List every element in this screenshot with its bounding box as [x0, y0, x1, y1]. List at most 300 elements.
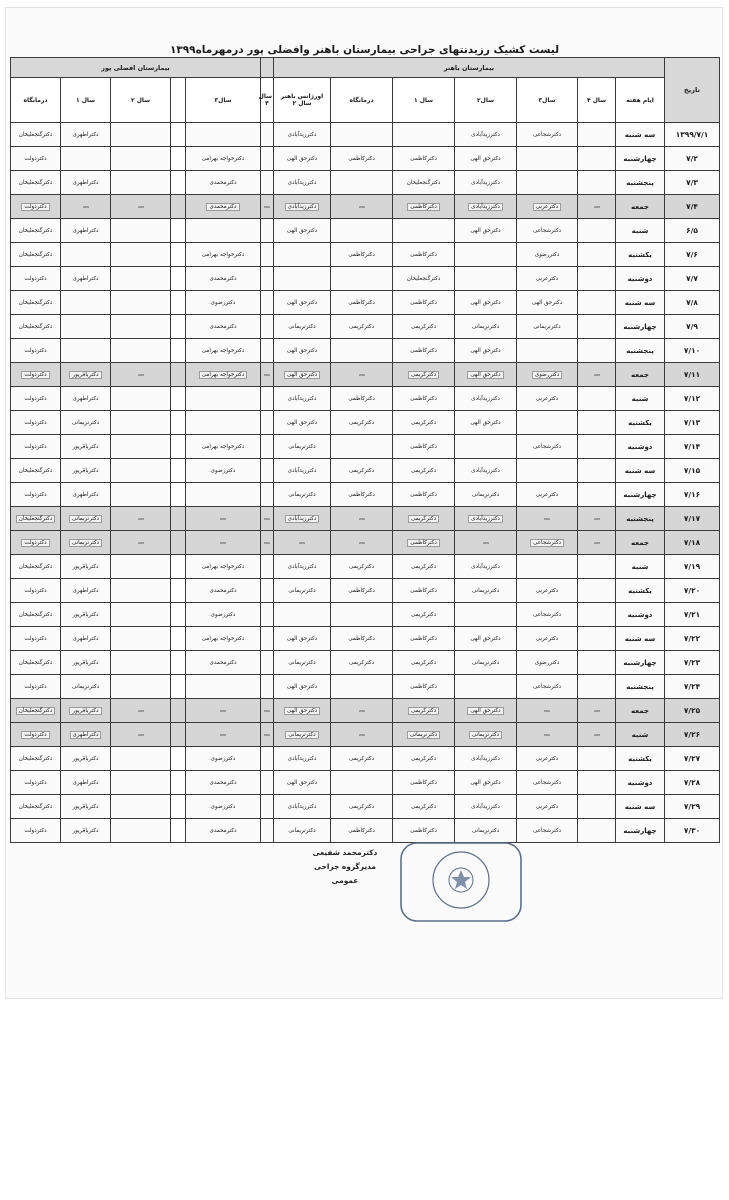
- cell-day: دوشنبه: [616, 771, 665, 795]
- cell-afzal-year3: [186, 747, 261, 771]
- cell-date: ۷/۲۵: [665, 699, 720, 723]
- cell-bahonar-year4: [578, 507, 616, 531]
- cell-afzal-year4: [261, 435, 274, 459]
- cell-bahonar-clinic: [331, 243, 393, 267]
- cell-date: ۷/۲۳: [665, 651, 720, 675]
- cell-afzal-year3: [186, 699, 261, 723]
- cell-date: ۷/۸: [665, 291, 720, 315]
- cell-afzal-year4: [261, 243, 274, 267]
- table-row: [11, 171, 720, 195]
- cell-afzal-year3: [186, 435, 261, 459]
- resident-name: دکترباقرپور: [72, 755, 99, 762]
- cell-bahonar-year1: [393, 291, 455, 315]
- cell-bahonar-year4: [578, 531, 616, 555]
- cell-bahonar-year1: [393, 627, 455, 651]
- signature-name: دکترمحمد شفیعی: [312, 848, 378, 857]
- cell-afzal-year4: [261, 531, 274, 555]
- table-row: [11, 315, 720, 339]
- resident-name: دکترگنجعلیخان: [18, 755, 53, 762]
- cell-day: پنجشنبه: [616, 171, 665, 195]
- resident-name: دکتردولت: [24, 395, 47, 402]
- resident-name: دکترعربی: [535, 275, 559, 282]
- resident-name: دکترمحمدی: [209, 323, 237, 330]
- resident-name: دکترزیدآبادی: [471, 179, 500, 186]
- resident-name: دکترباقرپور: [72, 827, 99, 834]
- cell-afzal-year2: [111, 507, 171, 531]
- cell-bahonar-year2: [455, 771, 517, 795]
- cell-bahonar-emergency: [274, 195, 331, 219]
- cell-afzal-year3: [186, 363, 261, 387]
- cell-afzal-year1: [61, 267, 111, 291]
- resident-name: دکترخواجه بهرامی: [201, 155, 245, 162]
- resident-name: دکترنریمانی: [288, 827, 316, 834]
- cell-bahonar-year3: [517, 459, 578, 483]
- cell-bahonar-year4: [578, 315, 616, 339]
- cell-bahonar-year2: [455, 243, 517, 267]
- resident-name: دکترزیدآبادی: [287, 803, 317, 810]
- cell-bahonar-emergency: [274, 387, 331, 411]
- cell-date: ۷/۲۰: [665, 579, 720, 603]
- cell-day: پنجشنبه: [616, 675, 665, 699]
- resident-name: دکتردولت: [21, 371, 49, 379]
- resident-name: دکترکریمی: [408, 371, 439, 379]
- cell-afzal-year3: [186, 243, 261, 267]
- table-row: [11, 723, 720, 747]
- cell-bahonar-year1: [393, 483, 455, 507]
- cell-date: ۷/۱۷: [665, 507, 720, 531]
- cell-bahonar-year4: [578, 291, 616, 315]
- cell-afzal-year4: [261, 651, 274, 675]
- cell-bahonar-emergency: [274, 651, 331, 675]
- resident-name: دکترکاظمی: [348, 155, 375, 162]
- resident-name: دکترباقرپور: [72, 611, 99, 618]
- cell-afzal-year1: [61, 747, 111, 771]
- cell-bahonar-clinic: [331, 411, 393, 435]
- cell-date: ۷/۳: [665, 171, 720, 195]
- resident-name: [220, 710, 226, 712]
- cell-afzal-year1: [61, 411, 111, 435]
- cell-date: ۷/۱۴: [665, 435, 720, 459]
- cell-gap: [171, 651, 186, 675]
- cell-gap: [171, 723, 186, 747]
- cell-bahonar-year2: [455, 459, 517, 483]
- cell-afzal-year2: [111, 651, 171, 675]
- resident-name: دکترمحمدی: [209, 827, 237, 834]
- resident-name: [264, 542, 270, 544]
- resident-name: [594, 710, 600, 712]
- resident-name: دکترکاظمی: [410, 299, 437, 306]
- cell-bahonar-year4: [578, 267, 616, 291]
- cell-bahonar-year2: [455, 411, 517, 435]
- cell-gap: [171, 675, 186, 699]
- cell-afzal-year1: [61, 579, 111, 603]
- cell-afzal-year1: [61, 627, 111, 651]
- header-gap: [261, 58, 274, 78]
- cell-bahonar-emergency: [274, 771, 331, 795]
- cell-bahonar-clinic: [331, 459, 393, 483]
- cell-bahonar-year4: [578, 603, 616, 627]
- cell-bahonar-clinic: [331, 579, 393, 603]
- cell-afzal-clinic: [11, 795, 61, 819]
- resident-name: دکترگنجعلیخان: [18, 323, 53, 330]
- cell-gap: [171, 315, 186, 339]
- cell-bahonar-clinic: [331, 723, 393, 747]
- cell-bahonar-year3: [517, 627, 578, 651]
- cell-gap: [171, 291, 186, 315]
- cell-bahonar-emergency: [274, 459, 331, 483]
- cell-bahonar-year3: [517, 819, 578, 843]
- cell-date: ۷/۴: [665, 195, 720, 219]
- cell-day: سه شنبه: [616, 123, 665, 147]
- resident-name: دکترنریمانی: [69, 539, 102, 547]
- cell-afzal-year1: [61, 219, 111, 243]
- cell-bahonar-year4: [578, 195, 616, 219]
- table-row: [11, 147, 720, 171]
- table-row: [11, 651, 720, 675]
- resident-name: دکترکریمی: [410, 755, 437, 762]
- cell-afzal-year1: [61, 531, 111, 555]
- resident-name: دکترگنجعلیخان: [18, 611, 53, 618]
- cell-afzal-clinic: [11, 771, 61, 795]
- cell-bahonar-year2: [455, 363, 517, 387]
- cell-afzal-year2: [111, 555, 171, 579]
- cell-bahonar-year4: [578, 243, 616, 267]
- cell-day: یکشنبه: [616, 579, 665, 603]
- cell-gap: [171, 699, 186, 723]
- resident-name: دکترگنجعلیخان: [18, 803, 53, 810]
- cell-bahonar-year1: [393, 675, 455, 699]
- cell-afzal-year4: [261, 219, 274, 243]
- cell-bahonar-year3: [517, 531, 578, 555]
- cell-bahonar-year2: [455, 291, 517, 315]
- cell-afzal-year4: [261, 723, 274, 747]
- resident-name: دکترباقرپور: [72, 467, 99, 474]
- cell-gap: [171, 579, 186, 603]
- cell-gap: [171, 747, 186, 771]
- resident-name: دکترکاظمی: [410, 779, 437, 786]
- cell-day: پنجشنبه: [616, 507, 665, 531]
- cell-bahonar-year2: [455, 699, 517, 723]
- cell-date: ۷/۱۰: [665, 339, 720, 363]
- cell-bahonar-clinic: [331, 147, 393, 171]
- cell-bahonar-year2: [455, 747, 517, 771]
- resident-name: دکترکاظمی: [348, 827, 375, 834]
- cell-bahonar-year1: [393, 723, 455, 747]
- cell-date: ۱۳۹۹/۷/۱: [665, 123, 720, 147]
- cell-afzal-year1: [61, 555, 111, 579]
- cell-afzal-clinic: [11, 315, 61, 339]
- resident-name: دکترشجاعی: [533, 611, 561, 618]
- resident-name: دکترکریمی: [410, 611, 437, 618]
- cell-bahonar-year3: [517, 723, 578, 747]
- resident-name: دکتردولت: [24, 635, 47, 642]
- resident-name: دکترزیدآبادی: [471, 563, 500, 570]
- resident-name: [544, 734, 550, 736]
- table-row: [11, 483, 720, 507]
- table-row: [11, 291, 720, 315]
- resident-name: [138, 518, 144, 520]
- cell-afzal-year2: [111, 171, 171, 195]
- table-row: [11, 339, 720, 363]
- cell-bahonar-emergency: [274, 723, 331, 747]
- cell-day: جمعه: [616, 531, 665, 555]
- cell-afzal-year3: [186, 291, 261, 315]
- resident-name: دکترباقرپور: [72, 803, 99, 810]
- resident-name: دکترحق الهی: [470, 155, 501, 162]
- cell-afzal-year3: [186, 483, 261, 507]
- cell-afzal-year3: [186, 603, 261, 627]
- cell-afzal-year1: [61, 147, 111, 171]
- resident-name: دکتردولت: [24, 491, 47, 498]
- cell-date: ۷/۱۹: [665, 555, 720, 579]
- resident-name: دکترزیدآبادی: [285, 515, 320, 523]
- cell-bahonar-year1: [393, 147, 455, 171]
- cell-afzal-year4: [261, 339, 274, 363]
- cell-bahonar-emergency: [274, 219, 331, 243]
- cell-afzal-year2: [111, 435, 171, 459]
- resident-name: دکترعربی: [535, 803, 559, 810]
- resident-name: دکترکریمی: [348, 659, 375, 666]
- cell-afzal-clinic: [11, 651, 61, 675]
- resident-name: دکترگنجعلیخان: [18, 299, 53, 306]
- cell-afzal-year4: [261, 603, 274, 627]
- resident-name: دکترکاظمی: [348, 299, 375, 306]
- resident-name: دکتردولت: [24, 827, 47, 834]
- cell-date: ۷/۲۹: [665, 795, 720, 819]
- cell-bahonar-year2: [455, 195, 517, 219]
- cell-bahonar-clinic: [331, 123, 393, 147]
- table-row: [11, 387, 720, 411]
- cell-afzal-year4: [261, 267, 274, 291]
- resident-name: [220, 542, 226, 544]
- resident-name: دکترمحمدی: [206, 203, 239, 211]
- resident-name: دکترکاظمی: [410, 491, 437, 498]
- cell-date: ۷/۲۲: [665, 627, 720, 651]
- cell-afzal-year3: [186, 723, 261, 747]
- cell-afzal-year3: [186, 219, 261, 243]
- resident-name: [594, 206, 600, 208]
- cell-afzal-year1: [61, 459, 111, 483]
- table-row: [11, 627, 720, 651]
- cell-bahonar-year3: [517, 795, 578, 819]
- cell-bahonar-emergency: [274, 363, 331, 387]
- cell-bahonar-emergency: [274, 291, 331, 315]
- resident-name: دکتردولت: [24, 683, 47, 690]
- cell-bahonar-emergency: [274, 819, 331, 843]
- cell-afzal-clinic: [11, 243, 61, 267]
- resident-name: دکترباقرپور: [69, 707, 101, 715]
- resident-name: دکترخواجه بهرامی: [201, 635, 245, 642]
- cell-bahonar-year4: [578, 483, 616, 507]
- resident-name: دکتردولت: [24, 419, 47, 426]
- cell-bahonar-clinic: [331, 507, 393, 531]
- cell-bahonar-year4: [578, 219, 616, 243]
- cell-afzal-year4: [261, 675, 274, 699]
- cell-bahonar-year3: [517, 243, 578, 267]
- cell-bahonar-year4: [578, 771, 616, 795]
- cell-day: یکشنبه: [616, 243, 665, 267]
- cell-gap: [171, 507, 186, 531]
- cell-bahonar-year4: [578, 747, 616, 771]
- cell-day: چهارشنبه: [616, 483, 665, 507]
- resident-name: دکتررضوی: [210, 755, 236, 762]
- cell-afzal-clinic: [11, 171, 61, 195]
- cell-bahonar-year2: [455, 219, 517, 243]
- cell-bahonar-year3: [517, 123, 578, 147]
- header-afzal-year2: سال ۲: [111, 78, 171, 123]
- resident-name: دکترکریمی: [348, 563, 375, 570]
- resident-name: دکتردولت: [24, 155, 47, 162]
- cell-afzal-year1: [61, 123, 111, 147]
- cell-bahonar-year2: [455, 627, 517, 651]
- cell-afzal-year2: [111, 339, 171, 363]
- cell-bahonar-year1: [393, 195, 455, 219]
- cell-day: دوشنبه: [616, 267, 665, 291]
- resident-name: [544, 518, 550, 520]
- resident-name: دکترشجاعی: [530, 539, 564, 547]
- cell-afzal-clinic: [11, 747, 61, 771]
- cell-afzal-year2: [111, 243, 171, 267]
- cell-bahonar-emergency: [274, 243, 331, 267]
- cell-afzal-year4: [261, 819, 274, 843]
- shift-roster-table: [10, 57, 720, 843]
- resident-name: [594, 374, 600, 376]
- resident-name: دکترحق الهی: [467, 371, 503, 379]
- resident-name: [264, 374, 270, 376]
- resident-name: دکترگنجعلیخان: [18, 659, 53, 666]
- resident-name: [264, 734, 270, 736]
- resident-name: دکترنریمانی: [71, 683, 100, 690]
- cell-afzal-year3: [186, 387, 261, 411]
- cell-bahonar-year2: [455, 603, 517, 627]
- cell-afzal-clinic: [11, 531, 61, 555]
- resident-name: [264, 518, 270, 520]
- cell-bahonar-year2: [455, 555, 517, 579]
- cell-bahonar-emergency: [274, 147, 331, 171]
- cell-day: دوشنبه: [616, 603, 665, 627]
- resident-name: دکترگنجعلیخان: [18, 131, 53, 138]
- cell-afzal-year4: [261, 411, 274, 435]
- resident-name: دکترکریمی: [410, 323, 437, 330]
- cell-bahonar-year3: [517, 435, 578, 459]
- resident-name: دکترگنجعلیخان: [16, 515, 56, 523]
- resident-name: دکترنریمانی: [533, 323, 561, 330]
- resident-name: [359, 518, 365, 520]
- resident-name: [594, 542, 600, 544]
- cell-bahonar-year1: [393, 411, 455, 435]
- header-afzal-clinic: درمانگاه: [11, 78, 61, 123]
- table-row: [11, 747, 720, 771]
- cell-bahonar-year3: [517, 747, 578, 771]
- cell-afzal-year3: [186, 651, 261, 675]
- cell-bahonar-year2: [455, 507, 517, 531]
- resident-name: دکترزیدآبادی: [468, 515, 503, 523]
- cell-afzal-year2: [111, 459, 171, 483]
- cell-gap: [171, 459, 186, 483]
- cell-afzal-clinic: [11, 363, 61, 387]
- cell-bahonar-year2: [455, 579, 517, 603]
- cell-afzal-clinic: [11, 819, 61, 843]
- resident-name: دکتردولت: [24, 779, 47, 786]
- resident-name: دکتراطهری: [70, 731, 102, 739]
- resident-name: دکترحق الهی: [470, 419, 501, 426]
- resident-name: دکترعربی: [533, 203, 562, 211]
- resident-name: دکترکاظمی: [410, 443, 437, 450]
- cell-bahonar-year2: [455, 147, 517, 171]
- cell-gap: [171, 795, 186, 819]
- cell-afzal-clinic: [11, 267, 61, 291]
- cell-afzal-clinic: [11, 147, 61, 171]
- resident-name: دکترعربی: [535, 755, 559, 762]
- cell-date: ۷/۷: [665, 267, 720, 291]
- cell-gap: [171, 771, 186, 795]
- resident-name: دکترمحمدی: [209, 275, 237, 282]
- resident-name: دکترخواجه بهرامی: [199, 371, 248, 379]
- cell-date: ۷/۳۰: [665, 819, 720, 843]
- cell-bahonar-year3: [517, 483, 578, 507]
- resident-name: دکترکاظمی: [410, 395, 437, 402]
- cell-afzal-year4: [261, 291, 274, 315]
- resident-name: دکترنریمانی: [288, 443, 316, 450]
- resident-name: دکترکریمی: [410, 659, 437, 666]
- cell-gap: [171, 627, 186, 651]
- cell-afzal-year1: [61, 819, 111, 843]
- resident-name: دکتردولت: [24, 347, 47, 354]
- resident-name: دکترشجاعی: [533, 227, 561, 234]
- resident-name: [138, 734, 144, 736]
- cell-bahonar-emergency: [274, 339, 331, 363]
- resident-name: دکترگنجعلیخان: [18, 467, 53, 474]
- cell-bahonar-year2: [455, 315, 517, 339]
- resident-name: دکترکاظمی: [407, 539, 440, 547]
- cell-afzal-year2: [111, 483, 171, 507]
- cell-day: سه شنبه: [616, 627, 665, 651]
- cell-afzal-year1: [61, 315, 111, 339]
- cell-bahonar-clinic: [331, 771, 393, 795]
- cell-afzal-clinic: [11, 699, 61, 723]
- cell-afzal-year4: [261, 795, 274, 819]
- cell-bahonar-clinic: [331, 795, 393, 819]
- cell-afzal-year2: [111, 387, 171, 411]
- cell-bahonar-clinic: [331, 315, 393, 339]
- resident-name: دکترشجاعی: [533, 827, 561, 834]
- resident-name: [264, 206, 270, 208]
- cell-afzal-clinic: [11, 435, 61, 459]
- resident-name: دکترشجاعی: [533, 779, 561, 786]
- cell-bahonar-year1: [393, 243, 455, 267]
- resident-name: دکترکریمی: [348, 467, 375, 474]
- resident-name: دکتررضوی: [210, 467, 236, 474]
- cell-day: چهارشنبه: [616, 819, 665, 843]
- table-row: [11, 459, 720, 483]
- resident-name: دکتراطهری: [72, 587, 99, 594]
- cell-bahonar-year4: [578, 411, 616, 435]
- cell-gap: [171, 147, 186, 171]
- resident-name: [264, 710, 270, 712]
- cell-afzal-clinic: [11, 675, 61, 699]
- resident-name: دکتردولت: [21, 539, 49, 547]
- cell-afzal-clinic: [11, 723, 61, 747]
- cell-afzal-year1: [61, 723, 111, 747]
- cell-gap: [171, 555, 186, 579]
- cell-bahonar-emergency: [274, 483, 331, 507]
- resident-name: [299, 542, 305, 544]
- cell-afzal-year1: [61, 603, 111, 627]
- cell-afzal-year2: [111, 123, 171, 147]
- resident-name: دکترکاظمی: [348, 635, 375, 642]
- resident-name: دکترکاظمی: [410, 347, 437, 354]
- resident-name: دکترمحمدی: [209, 587, 237, 594]
